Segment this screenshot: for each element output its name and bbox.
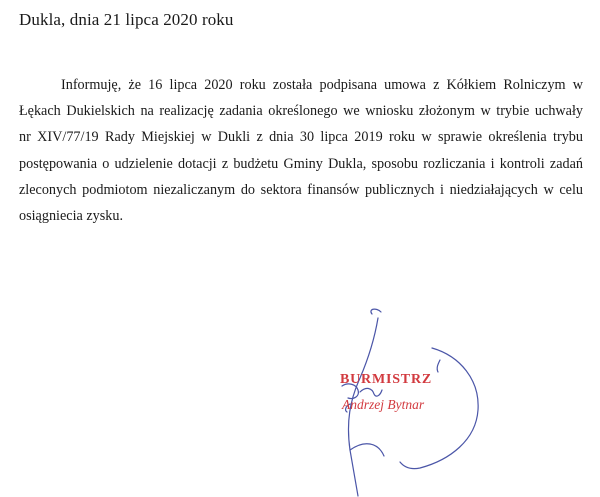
body-line: zleconych podmiotom niezaliczanym do sektora finansów publicznych i niedziałających w celu [19, 181, 583, 198]
body-line: postępowania o udzielenie dotacji z budżetu Gminy Dukla, sposobu rozliczania i kontroli zadań [19, 155, 583, 172]
letter-body [19, 72, 583, 229]
signature-block [320, 300, 510, 497]
stamp-title: BURMISTRZ [340, 372, 432, 387]
body-line: Informuję, że 16 lipca 2020 roku została podpisana umowa z Kółkiem Rolniczym w [61, 77, 583, 93]
place-and-date: Dukla, dnia 21 lipca 2020 roku [19, 10, 234, 29]
body-line: nr XIV/77/19 Rady Miejskiej w Dukli z dnia 30 lipca 2019 roku w sprawie określenia trybu [19, 129, 583, 146]
body-line: osiągniecia zysku. [19, 208, 124, 225]
stamp-name: Andrzej Bytnar [342, 397, 425, 412]
body-line: Łękach Dukielskich na realizację zadania określonego we wniosku złożonym w trybie uchwały [19, 103, 583, 120]
